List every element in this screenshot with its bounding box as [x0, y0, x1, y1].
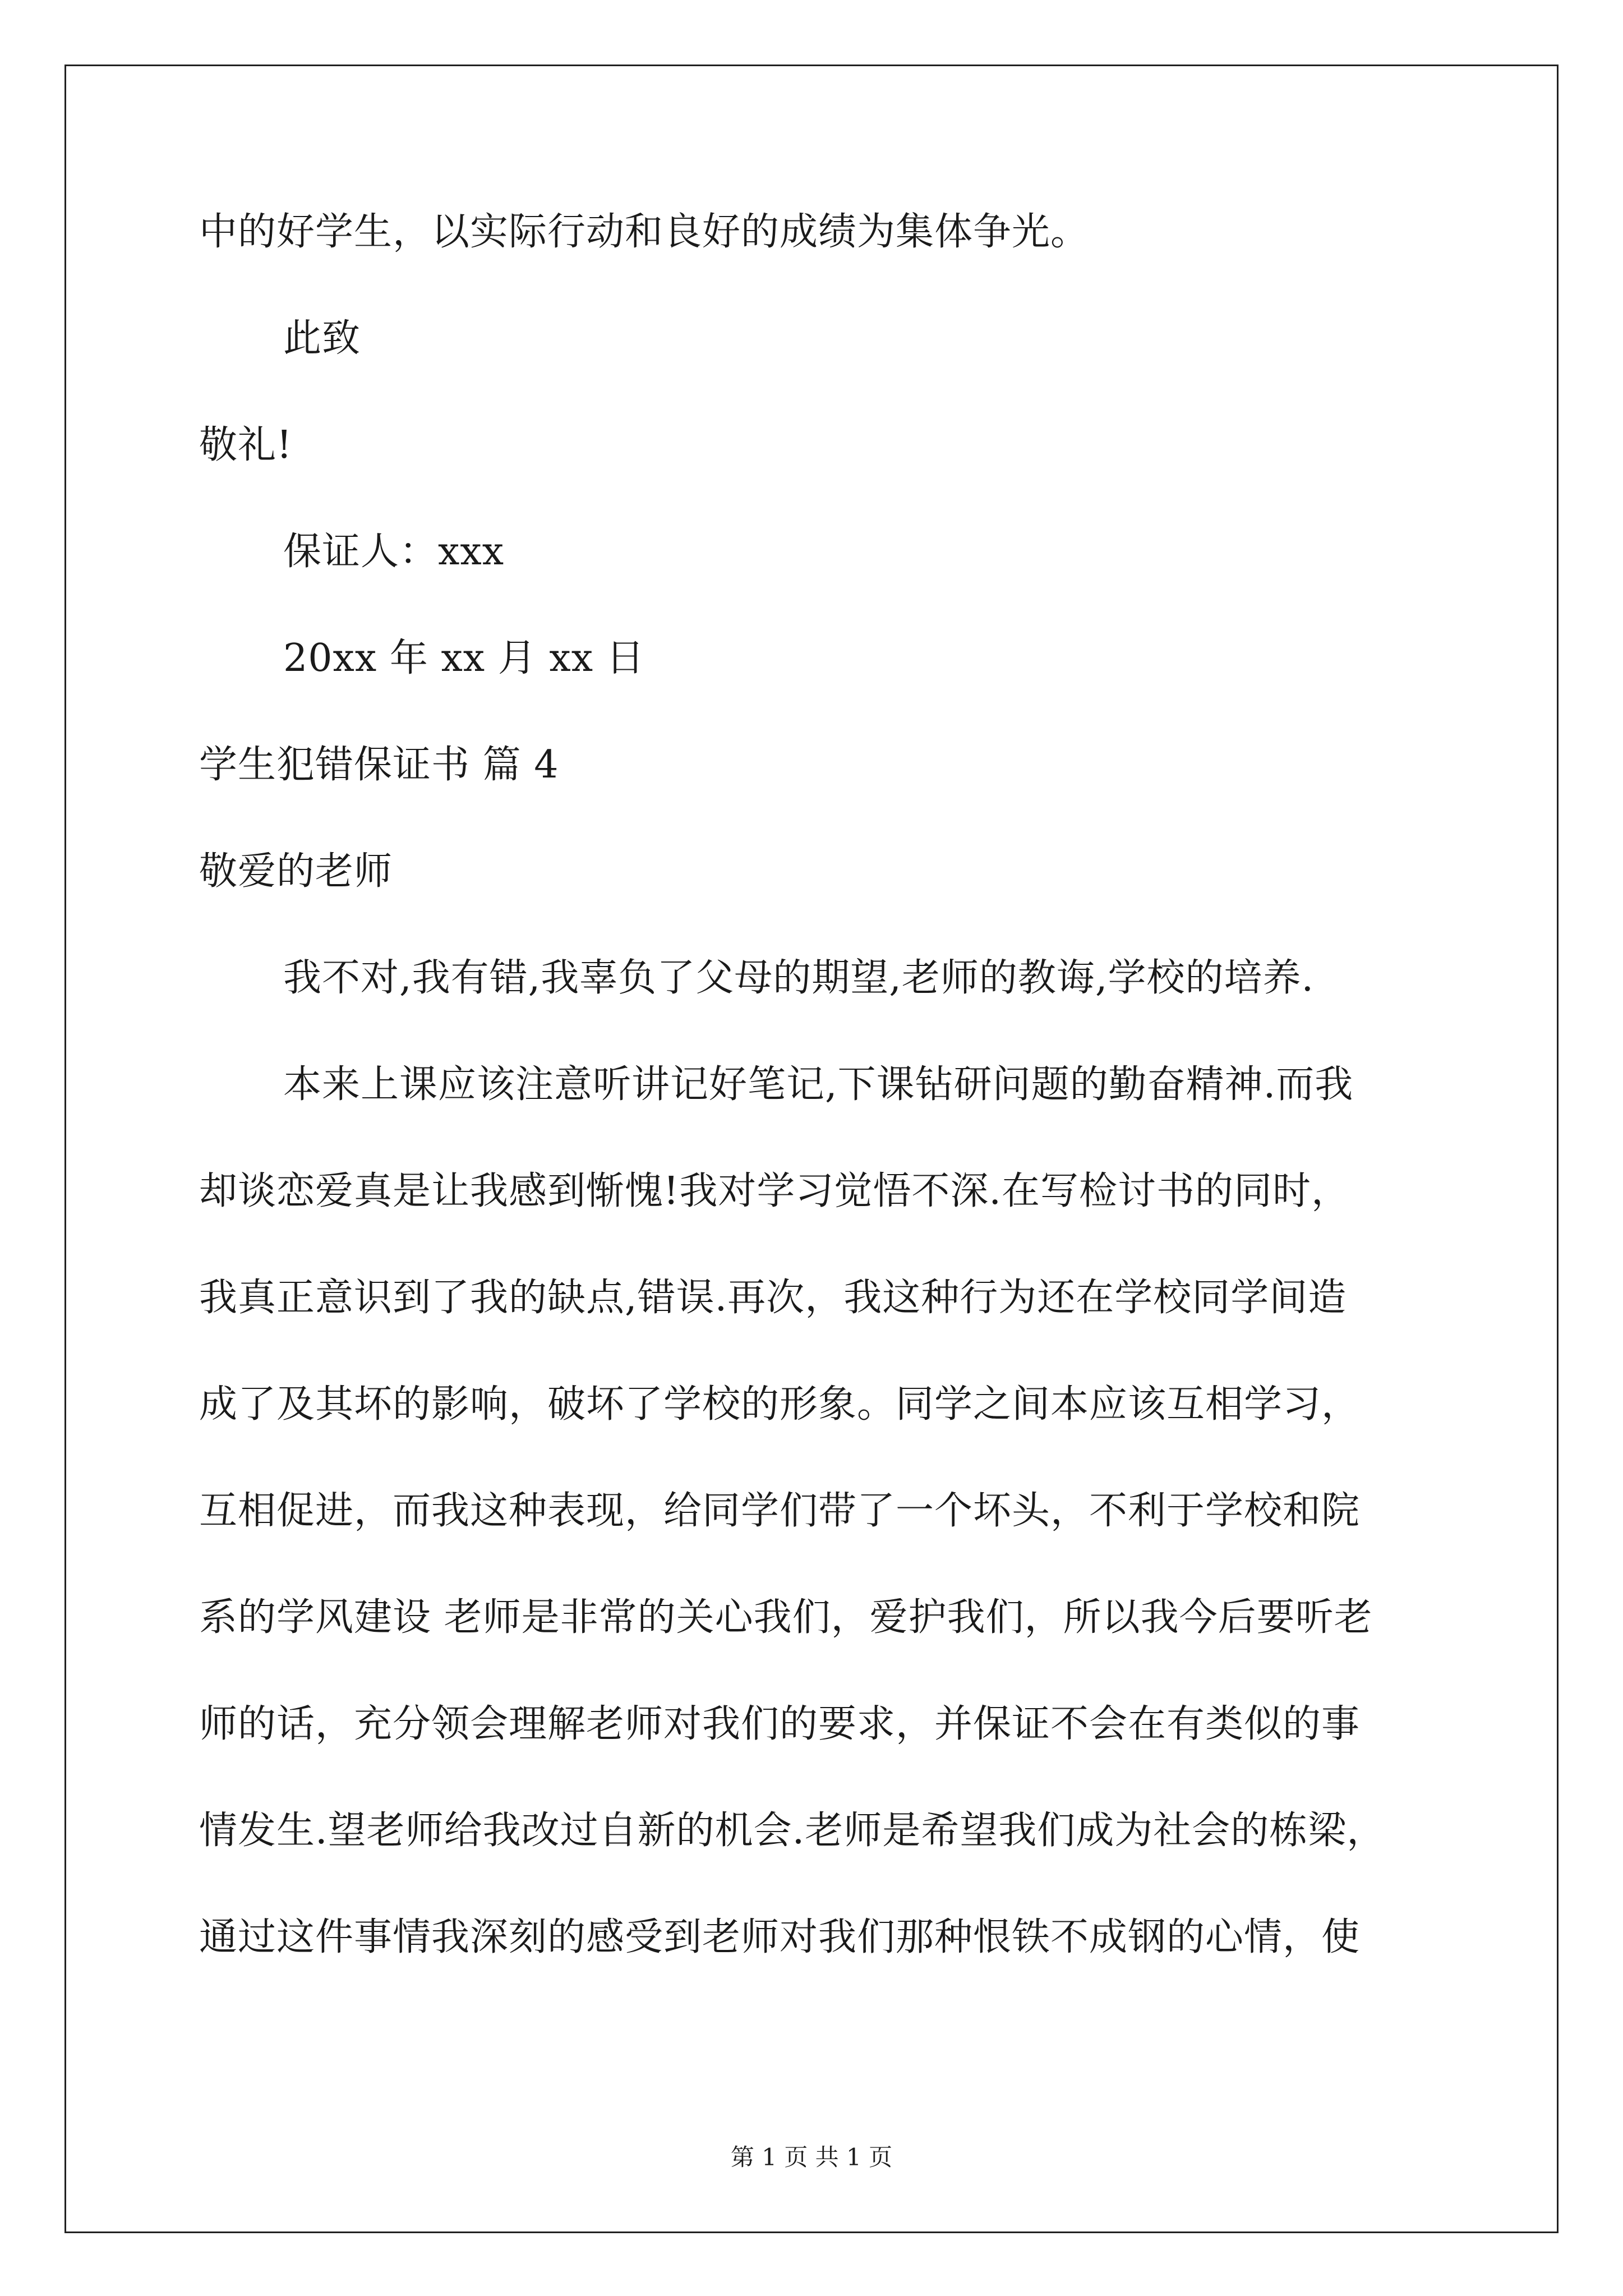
text-line: 却谈恋爱真是让我感到惭愧!我对学习觉悟不深.在写检讨书的同时， — [199, 1169, 1350, 1213]
section-heading: 学生犯错保证书 篇 4 — [199, 743, 559, 787]
text-line: 此致 — [283, 316, 361, 361]
document-body — [199, 210, 1438, 2025]
text-line: 敬礼! — [199, 423, 293, 467]
text-line: 师的话，充分领会理解老师对我们的要求，并保证不会在有类似的事 — [199, 1702, 1361, 1746]
text-line: 情发生.望老师给我改过自新的机会.老师是希望我们成为社会的栋梁， — [199, 1809, 1386, 1853]
text-line: 我不对,我有错,我辜负了父母的期望,老师的教诲,学校的培养. — [283, 956, 1315, 1000]
text-line: 本来上课应该注意听讲记好笔记,下课钻研问题的勤奋精神.而我 — [283, 1062, 1354, 1107]
text-line: 通过这件事情我深刻的感受到老师对我们那种恨铁不成钢的心情，使 — [199, 1915, 1361, 1959]
text-line: 20xx 年 xx 月 xx 日 — [283, 636, 645, 680]
salutation: 敬爱的老师 — [199, 849, 393, 894]
text-line: 互相促进，而我这种表现，给同学们带了一个坏头，不利于学校和院 — [199, 1489, 1361, 1533]
text-line: 保证人：xxx — [283, 530, 505, 574]
text-line: 成了及其坏的影响，破坏了学校的形象。同学之间本应该互相学习， — [199, 1382, 1361, 1427]
text-line: 系的学风建设 老师是非常的关心我们，爱护我们，所以我今后要听老 — [199, 1595, 1373, 1640]
page-footer: 第 1 页 共 1 页 — [730, 2143, 893, 2171]
text-line: 中的好学生，以实际行动和良好的成绩为集体争光。 — [199, 210, 1090, 254]
text-line: 我真正意识到了我的缺点,错误.再次，我这种行为还在学校同学间造 — [199, 1276, 1347, 1320]
